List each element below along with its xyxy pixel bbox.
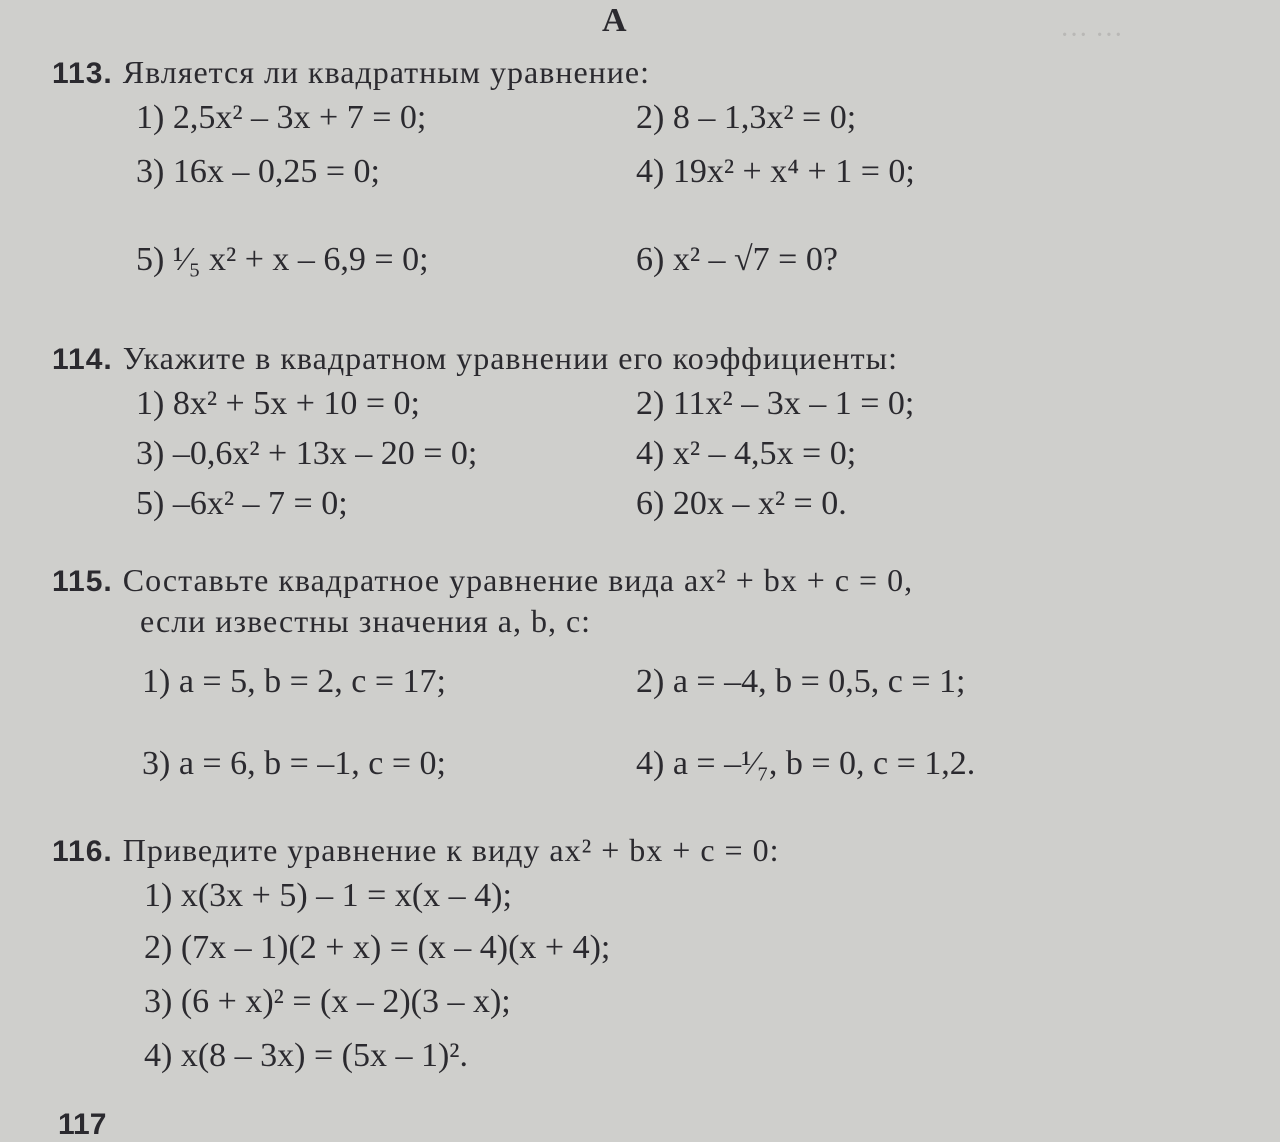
list-item: 2) 8 – 1,3x² = 0; xyxy=(636,99,857,136)
problem-number: 115. xyxy=(52,565,113,598)
problem-text: Является ли квадратным уравнение: xyxy=(122,54,650,90)
list-item: 3) –0,6x² + 13x – 20 = 0; xyxy=(136,435,478,472)
list-item: 1) 8x² + 5x + 10 = 0; xyxy=(136,385,420,422)
problem-113 xyxy=(52,54,1220,278)
problem-text: Укажите в квадратном уравнении его коэффициенты: xyxy=(122,340,898,376)
list-item: 1) 2,5x² – 3x + 7 = 0; xyxy=(136,99,427,136)
list-item: 2) a = –4, b = 0,5, c = 1; xyxy=(636,663,966,700)
problem-text: Приведите уравнение к виду ax² + bx + c = 0: xyxy=(122,832,780,868)
problem-114 xyxy=(52,340,1220,522)
list-item: 4) x(8 – 3x) = (5x – 1)². xyxy=(144,1037,468,1074)
problem-title xyxy=(52,54,1220,91)
problem-number: 116. xyxy=(52,835,113,868)
problem-text: Составьте квадратное уравнение вида ax² + bx + c = 0, xyxy=(122,562,914,598)
list-item: 2) 11x² – 3x – 1 = 0; xyxy=(636,385,915,422)
list-item: 1) a = 5, b = 2, c = 17; xyxy=(142,663,446,700)
problem-116 xyxy=(52,832,1220,1074)
bleed-through-text: ··· ··· xyxy=(1060,20,1123,51)
list-item: 6) 20x – x² = 0. xyxy=(636,485,847,522)
list-item: 4) x² – 4,5x = 0; xyxy=(636,435,857,472)
list-item: 3) 16x – 0,25 = 0; xyxy=(136,153,380,190)
next-problem-number-cut: 117 xyxy=(58,1108,107,1141)
list-item: 5) –6x² – 7 = 0; xyxy=(136,485,348,522)
problem-115 xyxy=(52,562,1220,782)
list-item: 4) 19x² + x⁴ + 1 = 0; xyxy=(636,153,915,190)
list-item: 5) ¹⁄₅ x² + x – 6,9 = 0; xyxy=(136,241,429,278)
problem-text-continuation: если известны значения a, b, c: xyxy=(140,603,592,639)
problem-number: 113. xyxy=(52,57,113,90)
problem-title xyxy=(52,832,1220,869)
problem-title xyxy=(52,562,1220,599)
list-item: 3) (6 + x)² = (x – 2)(3 – x); xyxy=(144,983,511,1020)
list-item: 6) x² – √7 = 0? xyxy=(636,241,838,278)
section-label: А xyxy=(602,2,627,39)
problem-number: 114. xyxy=(52,343,113,376)
list-item: 3) a = 6, b = –1, c = 0; xyxy=(142,745,446,782)
list-item: 4) a = –¹⁄₇, b = 0, c = 1,2. xyxy=(636,745,976,782)
list-item: 1) x(3x + 5) – 1 = x(x – 4); xyxy=(144,877,512,914)
problem-title xyxy=(52,340,1220,377)
list-item: 2) (7x – 1)(2 + x) = (x – 4)(x + 4); xyxy=(144,929,611,966)
